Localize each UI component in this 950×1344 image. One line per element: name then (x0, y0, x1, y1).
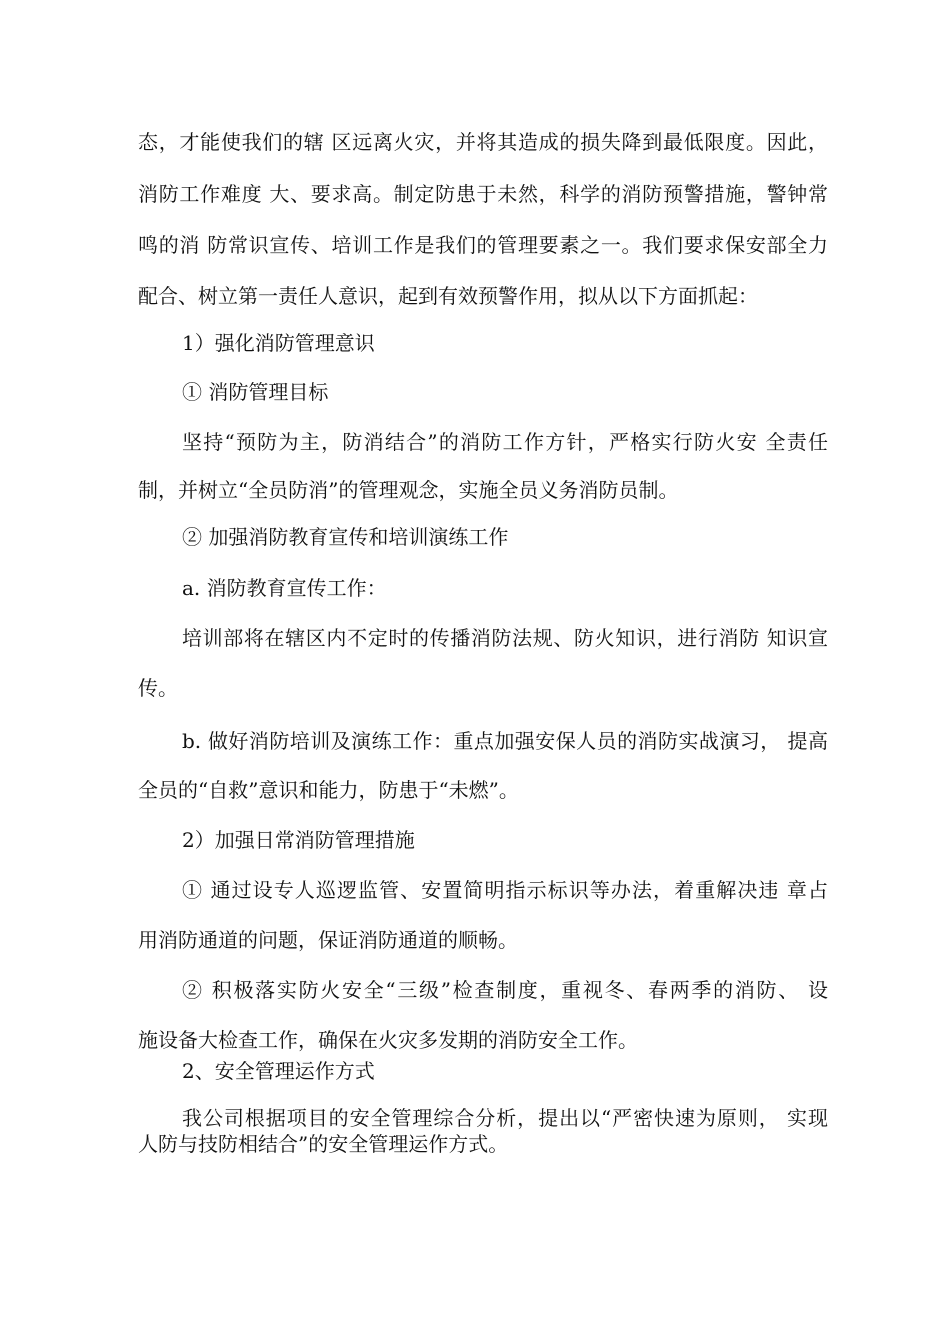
paragraph-line: 传。 (138, 676, 178, 700)
paragraph-line: 我公司根据项目的安全管理综合分析，提出以“严密快速为原则， 实现 (182, 1106, 828, 1130)
paragraph-line: ② 积极落实防火安全“三级”检查制度，重视冬、春两季的消防、 设 (182, 978, 828, 1002)
paragraph-line: 消防工作难度 大、要求高。制定防患于未然，科学的消防预警措施，警钟常 (138, 182, 828, 206)
paragraph-line: 制，并树立“全员防消”的管理观念，实施全员义务消防员制。 (138, 478, 679, 502)
paragraph-line: 全员的“自救”意识和能力，防患于“未燃”。 (138, 778, 519, 802)
paragraph-line: 配合、树立第一责任人意识，起到有效预警作用，拟从以下方面抓起： (138, 284, 758, 308)
section-heading: 1）强化消防管理意识 (182, 331, 375, 355)
paragraph-line: 人防与技防相结合”的安全管理运作方式。 (138, 1132, 509, 1156)
paragraph-line: 培训部将在辖区内不定时的传播消防法规、防火知识，进行消防 知识宣 (182, 626, 828, 650)
paragraph-line: 态，才能使我们的辖 区远离火灾，并将其造成的损失降到最低限度。因此， (138, 130, 828, 154)
paragraph-line: 用消防通道的问题，保证消防通道的顺畅。 (138, 928, 518, 952)
paragraph-line: 坚持“预防为主，防消结合”的消防工作方针，严格实行防火安 全责任 (182, 430, 828, 454)
paragraph-line: 施设备大检查工作，确保在火灾多发期的消防安全工作。 (138, 1028, 638, 1052)
paragraph-line: 鸣的消 防常识宣传、培训工作是我们的管理要素之一。我们要求保安部全力 (138, 233, 828, 257)
section-heading: 2）加强日常消防管理措施 (182, 828, 415, 852)
subsection-heading: ① 消防管理目标 (182, 380, 329, 404)
subsection-heading: ② 加强消防教育宣传和培训演练工作 (182, 525, 509, 549)
section-heading: 2、安全管理运作方式 (182, 1059, 375, 1083)
paragraph-line: ① 通过设专人巡逻监管、安置简明指示标识等办法，着重解决违 章占 (182, 878, 828, 902)
item-heading: a. 消防教育宣传工作： (182, 576, 387, 600)
paragraph-line: b. 做好消防培训及演练工作：重点加强安保人员的消防实战演习， 提高 (182, 729, 828, 753)
